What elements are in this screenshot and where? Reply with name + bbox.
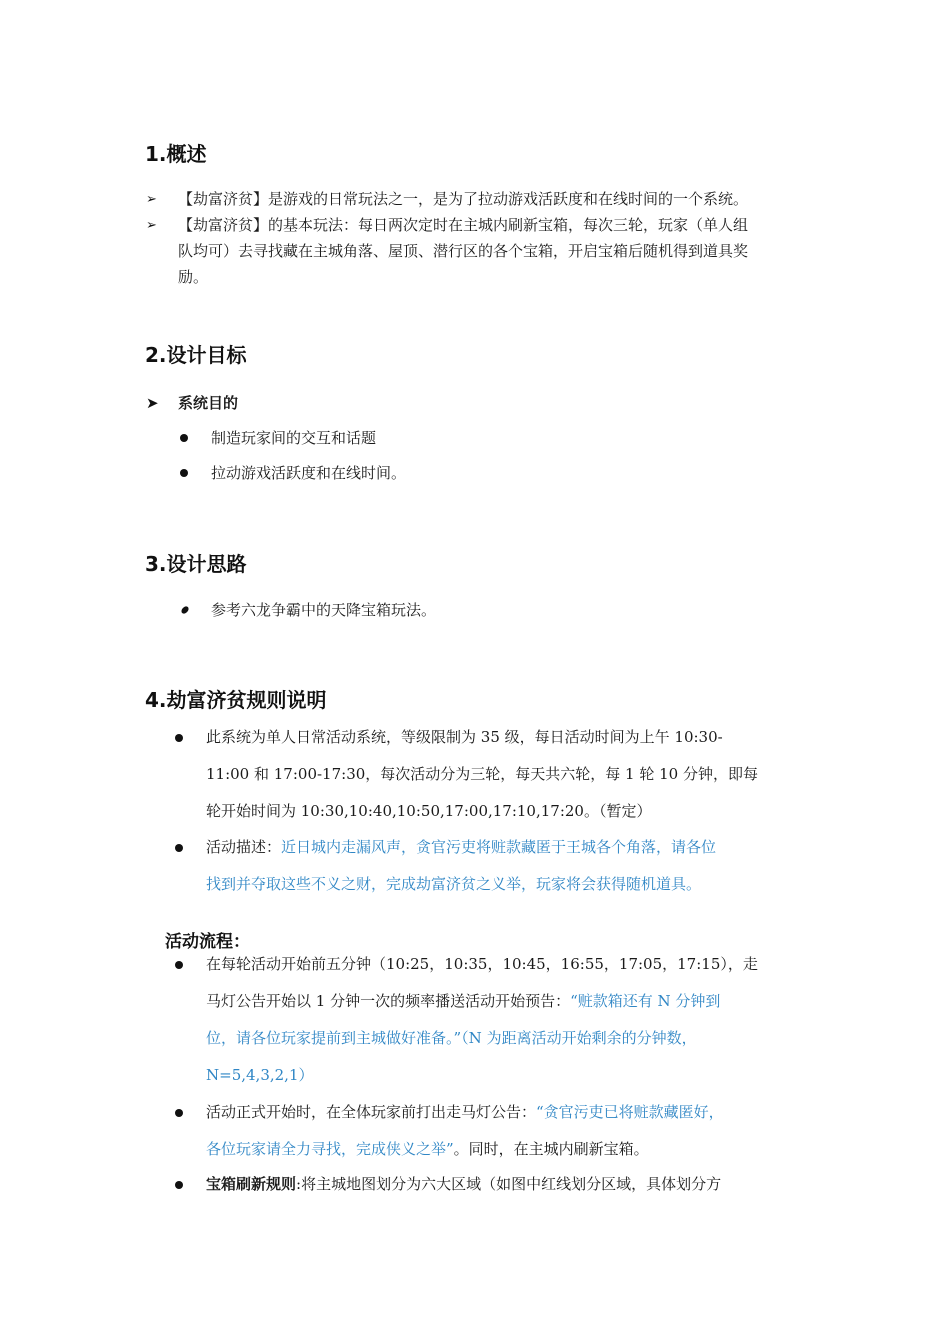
activity-flow-heading: 活动流程： xyxy=(165,932,250,952)
flow-item-2-quote: “贪官污吏已将赃款藏匿好， xyxy=(536,1103,724,1121)
rule-para-1-line-3: 轮开始时间为 10:30,10:40,10:50,17:00,17:10,17:20。（暂定） xyxy=(206,802,652,820)
bullet-dot-icon xyxy=(175,734,183,742)
bullet-dot-icon xyxy=(175,1109,183,1117)
flow-item-1-line-3: 位，请各位玩家提前到主城做好准备。”（N 为距离活动开始剩余的分钟数， xyxy=(206,1029,697,1047)
flow-item-1-text: 马灯公告开始以 1 分钟一次的频率播送活动开始预告： xyxy=(206,992,571,1010)
flow-item-1-line-4: N=5,4,3,2,1） xyxy=(206,1066,314,1084)
activity-description-line-2: 找到并夺取这些不义之财，完成劫富济贫之义举，玩家将会获得随机道具。 xyxy=(206,875,702,893)
design-idea-item-1: 参考六龙争霸中的天降宝箱玩法。 xyxy=(211,601,437,619)
section-3-heading: 3.设计思路 xyxy=(145,552,247,576)
overview-bullet-2-line-2: 队均可）去寻找藏在主城角落、屋顶、潜行区的各个宝箱，开启宝箱后随机得到道具奖 xyxy=(178,242,749,260)
bullet-dot-icon xyxy=(181,605,190,615)
flow-item-2-line-2 xyxy=(206,1131,649,1168)
overview-bullet-2-line-1: 【劫富济贫】的基本玩法：每日两次定时在主城内刷新宝箱，每次三轮，玩家（单人组 xyxy=(178,216,749,234)
flow-item-2-rest: 。同时，在主城内刷新宝箱。 xyxy=(453,1140,649,1158)
activity-description-line-1 xyxy=(206,829,716,866)
section-1-heading: 1.概述 xyxy=(145,142,207,166)
flow-item-2-text: 活动正式开始时，在全体玩家前打出走马灯公告： xyxy=(206,1103,537,1121)
chest-refresh-rule-label: 宝箱刷新规则 xyxy=(206,1175,297,1193)
goal-item-1: 制造玩家间的交互和话题 xyxy=(211,429,377,447)
arrow-bullet-icon: ➢ xyxy=(146,192,157,207)
goal-item-2: 拉动游戏活跃度和在线时间。 xyxy=(211,464,407,482)
flow-item-2-quote-cont: 各位玩家请全力寻找，完成侠义之举” xyxy=(206,1140,454,1158)
bullet-dot-icon xyxy=(180,434,188,442)
bullet-dot-icon xyxy=(175,844,183,852)
bullet-dot-icon xyxy=(175,961,183,969)
flow-item-2-line-1 xyxy=(206,1094,724,1131)
flow-item-1-line-1: 在每轮活动开始前五分钟（10:25，10:35，10:45，16:55，17:05，17:15），走 xyxy=(206,955,758,973)
flow-item-1-line-2 xyxy=(206,983,720,1020)
system-goal-subheading: 系统目的 xyxy=(178,394,239,412)
rule-para-1-line-1: 此系统为单人日常活动系统，等级限制为 35 级，每日活动时间为上午 10:30- xyxy=(206,728,723,746)
overview-bullet-2-line-3: 励。 xyxy=(178,268,209,286)
overview-bullet-1: 【劫富济贫】是游戏的日常玩法之一，是为了拉动游戏活跃度和在线时间的一个系统。 xyxy=(178,190,749,208)
activity-description-text: 近日城内走漏风声，贪官污吏将赃款藏匿于王城各个角落，请各位 xyxy=(281,838,717,856)
bullet-dot-icon xyxy=(180,469,188,477)
arrow-bullet-icon: ➤ xyxy=(146,394,159,412)
section-4-heading: 4.劫富济贫规则说明 xyxy=(145,688,327,712)
flow-item-3-line-1 xyxy=(206,1166,721,1203)
section-2-heading: 2.设计目标 xyxy=(145,343,247,367)
flow-item-1-quote: “赃款箱还有 N 分钟到 xyxy=(570,992,721,1010)
activity-description-label: 活动描述： xyxy=(206,838,282,856)
chest-refresh-rule-text: :将主城地图划分为六大区域（如图中红线划分区域，具体划分方 xyxy=(296,1175,722,1193)
arrow-bullet-icon: ➢ xyxy=(146,218,157,233)
rule-para-1-line-2: 11:00 和 17:00-17:30，每次活动分为三轮，每天共六轮，每 1 轮 10 分钟，即每 xyxy=(206,765,758,783)
bullet-dot-icon xyxy=(175,1181,183,1189)
